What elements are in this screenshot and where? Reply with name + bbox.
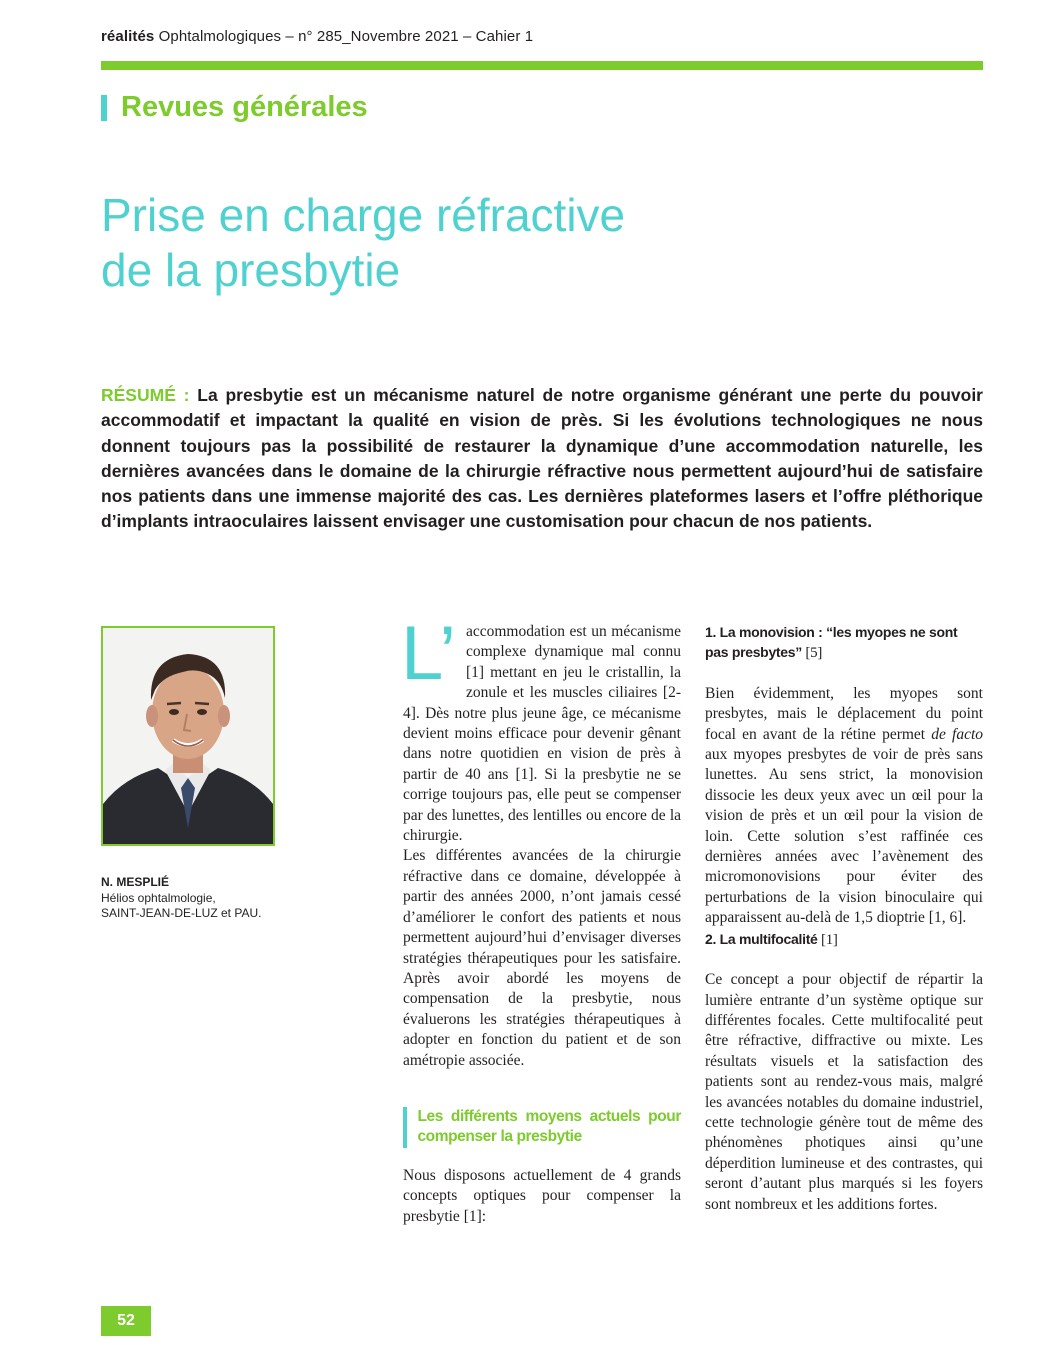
article-title [101,188,625,298]
abstract-lead: RÉSUMÉ : [101,385,190,405]
journal-issue: Ophtalmologiques – n° 285_Novembre 2021 – Cahier 1 [154,28,534,45]
author-portrait-illustration [103,628,273,844]
drop-cap: L’ [401,611,456,696]
author-block [101,875,261,922]
title-line-2: de la presbytie [101,244,401,296]
abstract-text: La presbytie est un mécanisme naturel de notre organisme générant une perte du pouvoir accommodatif et impactant la qualité en vision de près. Si les évolutions technologiques ne nous donnent toujours pas la possibilité de restaurer la dynamique d’une accommodation naturelle, les dernières avancées dans le domaine de la chirurgie réfractive nous permettent aujourd’hui de satisfaire nos patients dans une immense majorité des cas. Les dernières plateformes lasers et l’offre pléthorique d’implants intraoculaires laissent envisager une customisation pour chacun de nos patients. [101,385,983,532]
section-heading-bar [403,1107,407,1148]
section-heading [403,1107,681,1148]
multifocalite-paragraph: Ce concept a pour objectif de répartir la lumière entrante d’un système optique sur différentes focales. Cette multifocalité peut être réfractive, diffractive ou mixte. Les résultats visuels et la satisfaction des patients sont au rendez-vous mais, malgré les avancées notables du domaine industriel, cette technologie génère tout de même des phénomènes photiques ainsi qu’une déperdition lumineuse et des contrastes, qui seront d’autant plus marqués si les foyers sont nombreux et les additions fortes. [705,971,983,1213]
paragraph-3: Nous disposons actuellement de 4 grands concepts optiques pour compenser la presbytie [1]: [403,1166,681,1225]
rubric-label: Revues générales [121,91,368,123]
author-location: SAINT-JEAN-DE-LUZ et PAU. [101,906,262,920]
author-photo [101,626,275,846]
rubric [101,91,368,124]
monovision-text-b: aux myopes presbytes de voir de près sans lunettes. Au sens strict, la monovision dissocie les deux yeux avec un œil pour la vision de près et un œil pour la vision de loin. Cette solution s’est raffinée ces dernières années avec l’avènement des micromonovisions pour éviter des perturbations de la vision binoculaire qui apparaissent au-delà de 1,5 dioptrie [1, 6]. [705,746,983,927]
section-heading-text: Les différents moyens actuels pour compenser la presbytie [417,1107,681,1146]
journal-brand: réalités [101,28,155,45]
column-2 [705,622,983,1215]
monovision-emphasis: de facto [931,725,984,743]
monovision-text-a: Bien évidemment, les myopes sont presbytes, mais le déplacement du point focal en avant de la rétine permet [705,684,983,743]
running-header [101,28,533,45]
subheading-multifocalite-text: 2. La multifocalité [705,930,818,947]
abstract [101,383,983,535]
subheading-monovision-text: 1. La monovision : “les myopes ne sont pas presbytes” [705,624,958,661]
header-rule [101,61,983,70]
intro-text: accommodation est un mécanisme complexe dynamique mal connu [1] mettant en jeu le cristallin, la zonule et les muscles ciliaires [2-4]. Dès notre plus jeune âge, ce mécanisme devient moins efficace pour devenir gênant dans notre quotidien en vision de près à partir de 40 ans [1]. Si la presbytie ne se corrige toujours pas, elle peut se compenser par des lunettes, des lentilles ou encore de la chirurgie. [403,623,681,845]
column-1 [401,611,681,1227]
intro-paragraph [401,611,681,846]
author-affiliation: Hélios ophtalmologie, [101,890,216,905]
subheading-multifocalite-ref: [1] [817,931,838,948]
subheading-monovision [705,622,983,664]
page-number: 52 [101,1306,151,1336]
title-line-1: Prise en charge réfractive [101,189,626,241]
paragraph-2: Les différentes avancées de la chirurgie réfractive dans ce domaine, développée à partir des années 2000, n’ont jamais cessé d’améliorer le confort des patients et nous permettent aujourd’hui d’envisager diverses stratégies thérapeutiques pour les satisfaire. Après avoir abordé les moyens de compensation de la presbytie, nous évaluerons les stratégies thérapeutiques à adopter en fonction du patient et de son amétropie associée. [403,847,681,1069]
subheading-multifocalite [705,929,983,950]
subheading-monovision-ref: [5] [801,645,823,662]
monovision-paragraph [705,684,983,929]
author-name: N. MESPLIÉ [101,875,170,889]
rubric-bar [101,95,107,121]
